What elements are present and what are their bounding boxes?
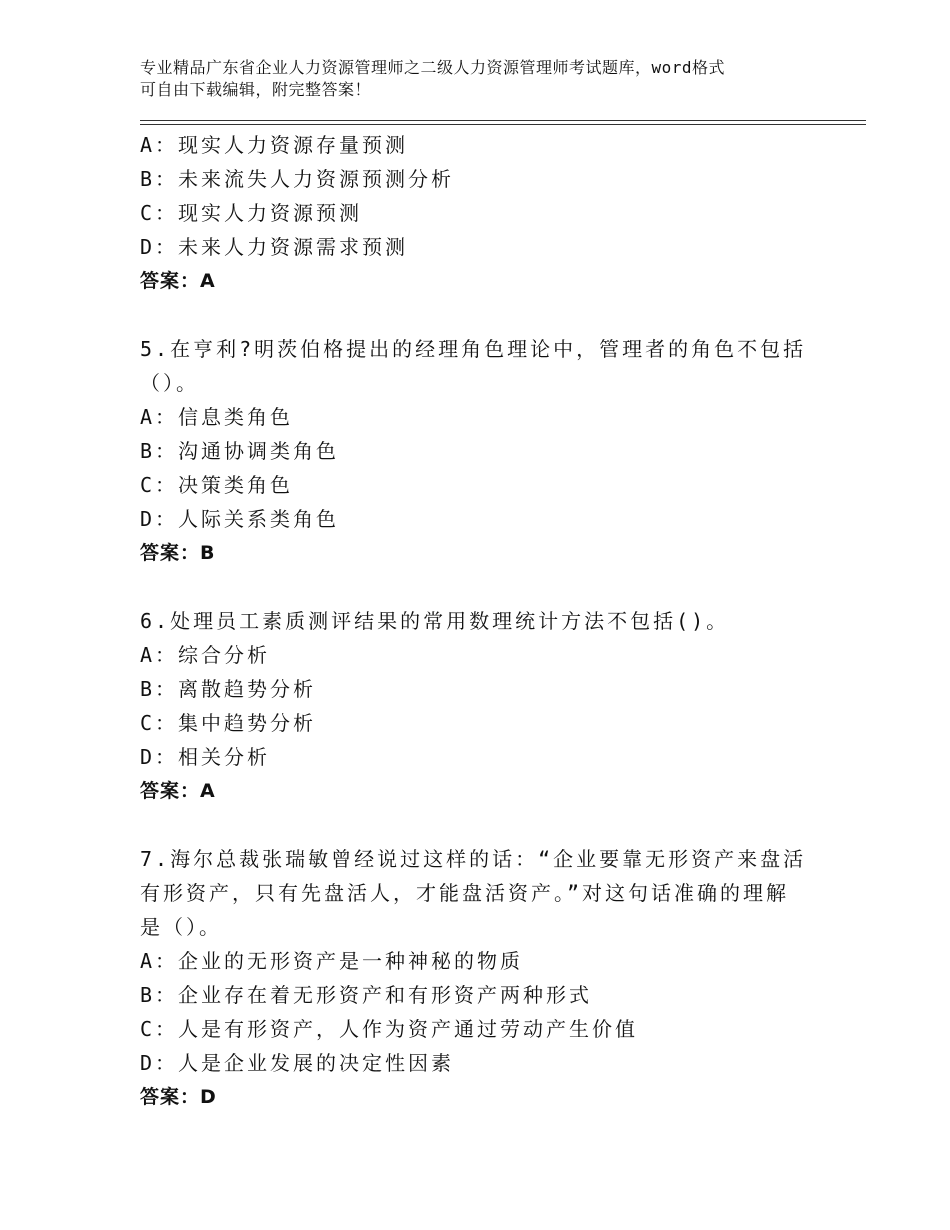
header-divider-bottom — [140, 124, 866, 125]
option-c: C：现实人力资源预测 — [140, 201, 363, 225]
question-7 — [140, 842, 820, 1114]
option-d: D：人际关系类角色 — [140, 507, 340, 531]
header-divider-top — [140, 120, 866, 121]
question-text: 5.在亨利?明茨伯格提出的经理角色理论中，管理者的角色不包括（）。 — [140, 337, 807, 395]
question-5 — [140, 332, 820, 570]
option-d: D：未来人力资源需求预测 — [140, 235, 409, 259]
spacer — [140, 298, 820, 332]
option-c: C：人是有形资产，人作为资产通过劳动产生价值 — [140, 1017, 639, 1041]
option-a: A：信息类角色 — [140, 405, 294, 429]
option-a: A：综合分析 — [140, 643, 271, 667]
option-b: B：离散趋势分析 — [140, 677, 317, 701]
header-line-1: 专业精品广东省企业人力资源管理师之二级人力资源管理师考试题库，word格式 — [140, 58, 726, 77]
question-6 — [140, 604, 820, 808]
answer-line: 答案：A — [140, 270, 216, 292]
question-4-continued — [140, 128, 820, 298]
header-line-2: 可自由下载编辑，附完整答案！ — [140, 80, 372, 99]
spacer — [140, 570, 820, 604]
question-text: 7.海尔总裁张瑞敏曾经说过这样的话：“企业要靠无形资产来盘活有形资产，只有先盘活人，才能盘活资产。”对这句话准确的理解是（）。 — [140, 847, 807, 939]
spacer — [140, 808, 820, 842]
option-b: B：企业存在着无形资产和有形资产两种形式 — [140, 983, 593, 1007]
answer-line: 答案：B — [140, 542, 216, 564]
page-header — [140, 57, 840, 101]
question-list — [140, 128, 820, 1114]
option-b: B：未来流失人力资源预测分析 — [140, 167, 455, 191]
option-c: C：集中趋势分析 — [140, 711, 317, 735]
option-d: D：相关分析 — [140, 745, 271, 769]
option-a: A：现实人力资源存量预测 — [140, 133, 409, 157]
option-a: A：企业的无形资产是一种神秘的物质 — [140, 949, 524, 973]
option-b: B：沟通协调类角色 — [140, 439, 340, 463]
option-d: D：人是企业发展的决定性因素 — [140, 1051, 455, 1075]
option-c: C：决策类角色 — [140, 473, 294, 497]
question-text: 6.处理员工素质测评结果的常用数理统计方法不包括()。 — [140, 609, 730, 633]
answer-line: 答案：A — [140, 780, 216, 802]
answer-line: 答案：D — [140, 1086, 217, 1108]
